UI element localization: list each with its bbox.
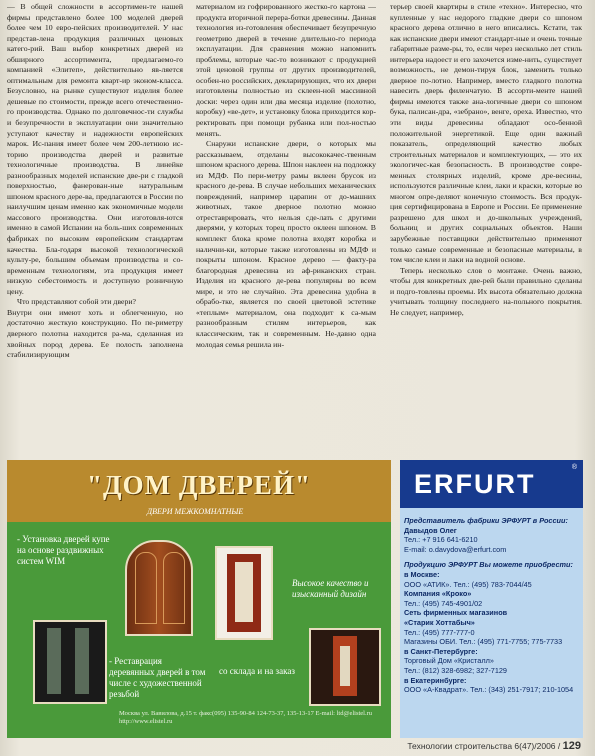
erfurt-logo — [400, 460, 583, 508]
rep-heading: Представитель фабрики ЭРФУРТ в России: — [404, 516, 568, 525]
glass-door-image — [33, 620, 107, 704]
city-spb: в Санкт-Петербурге: — [404, 646, 478, 656]
erfurt-advertisement — [400, 460, 583, 738]
ad-service-restoration: - Реставрация деревянных дверей в том числе с художественной резьбой — [109, 656, 206, 699]
text-column-1 — [7, 2, 183, 446]
ad-slogan-quality: Высокое качество и изысканный дизайн — [292, 578, 369, 599]
modern-door-image — [215, 546, 273, 640]
page-footer — [407, 740, 581, 752]
paragraph: материалом из гофрированного жестко-го картона — продукта вторичной перера-ботки древесины. Данная технология из-готовления обеспечивает безупречную геометрию дверей в течение длительно-го периода эксплуатации. Для сравнения можно напомнить проблемы, которые час-то возникают с продукцией этой ценовой группы от других производителей, особен-но российских, декларирующих, что их двери изготовлены полностью из склеен-ной массивной доски: через один или два месяца изделие (полотно, коробку) «ве-дет», и установку блока приходится кор-ректировать при помощи рубанка или пол-ностью менять. — [196, 2, 376, 138]
dom-dverey-advertisement — [7, 460, 391, 738]
ad-address: Москва ул. Вавилова, д.15 т. факс(095) 135-90-84 124-73-37, 135-13-17 E-mail: ltd@elistel.ru http://www.elistel.ru — [119, 710, 373, 725]
ad-slogan-stock: со склада и на заказ — [219, 666, 295, 676]
dealer-line: «Старик Хоттабыч» — [404, 617, 475, 627]
paragraph: Теперь несколько слов о монтаже. Очень важно, чтобы для конкретных две-рей были правильно сделаны и подго-товлены проемы. Их высота обязательно должна учитывать толщину последнего на-польного покрытия. Не следует, например, — [390, 265, 582, 317]
logo-text: ERFURT — [414, 469, 536, 499]
paragraph: Снаружи испанские двери, о которых мы рассказываем, отделаны высококачес-твенным шпоном красного дерева. Шпон наклеен на подложку из МДФ. По пери-метру рамы вклеен брусок из красного де-рева. В случае небольших механических повреждений, например царапин от до-машних животных, такое дверное полотно можно отреставрировать, что нельзя сде-лать с другими дверями, у которых торец просто оклеен шпоном. В комплект блока кроме полотна входят коробка и налични-ки, которые также изготовлены из МДФ и покрыты шпоном. Красное дерево — факту-ра благородная древесина из аф-риканских стран. Изделия из красного де-рева популярны во всем мире, и это не случайно. Эта древесина удобна в обрабо-тке, является по своей цветовой эстетике «теплым» материалом, она подходит к са-мым разнообразным стилям интерьеров, как классическим, так и современным. Не-давно одна молодая семья решила ин- — [196, 139, 376, 349]
journal-name: Технологии строительства 6(47)/2006 / — [407, 741, 561, 751]
erfurt-contacts — [404, 516, 580, 695]
rep-name: Давыдов Олег — [404, 525, 457, 535]
rep-email: E-mail: o.davydova@erfurt.com — [404, 544, 507, 554]
ad-title: "ДОМ ДВЕРЕЙ" — [87, 470, 311, 500]
dealer-line: ООО «АТИК». Тел.: (495) 783-7044/45 — [404, 579, 532, 589]
city-ekb: в Екатеринбурге: — [404, 675, 467, 685]
dealer-line: Магазины ОБИ. Тел.: (495) 771-7755; 775-7733 — [404, 637, 563, 647]
paragraph: — В общей сложности в ассортимен-те нашей фирмы представлено более 100 моделей дверей более чем 10 евро-пейских производителей. У нас представ-лена продукция различных ценовых катего-рий. Ваш выбор конкретных дверей из обширного ассортимента, предлагаемо-го компанией «Элитеп», действительно яв-ляется оптимальным для ремонта кварт-ир эконом-класса. Безусловно, на рынке существуют изделия более дешевые по стоимости, прежде всего отечественно-го производства. Однако по долговечнос-ти службы и безупречности в эксплуатации они значительно уступают качеству и надежности европейских марок. Ис-пания имеет более чем 200-летнюю ис-торию производства дверей и развитые технологичные производства. В линейке разнообразных моделей испанские две-ри с гладкой поверхностью, фанерован-ные натуральным шпоном красного дере-ва, предлагаются в России по наилучшим ценам именно как экономичные модели массового производства. Они изготовля-ются именно в самой Испании на боль-ших современных фабриках по высоким европейским стандартам качества. Бла-годаря высокой технологической культу-ре, большим объемам производства и со-временным технологиям, эта продукция имеет низкую себестоимость и доступную розничную цену. — [7, 2, 183, 296]
dealer-line: Сеть фирменных магазинов — [404, 608, 508, 618]
dealer-line: Тел.: (495) 777-777-0 — [404, 627, 475, 637]
dealer-line: Тел.: (812) 328-6982; 327-7129 — [404, 665, 507, 675]
paragraph-question: Что представляют собой эти двери? — [17, 297, 136, 307]
dealer-line: Торговый Дом «Кристалл» — [404, 656, 494, 666]
ad-subtitle: ДВЕРИ МЕЖКОМНАТНЫЕ — [147, 507, 244, 516]
interior-door-image — [309, 628, 381, 706]
text-column-2 — [196, 2, 376, 446]
dealer-line: Тел.: (495) 745-4901/02 — [404, 598, 483, 608]
dealer-line: Компания «Кроко» — [404, 589, 472, 599]
buy-heading: Продукцию ЭРФУРТ Вы можете приобрести: — [404, 560, 573, 570]
ad-service-sliding: - Установка дверей купе на основе раздвижных систем WIM — [17, 534, 110, 566]
paragraph: терьер своей квартиры в стиле «техно». Интересно, что купленные у нас недорого гладкие двери со шпоном красного дерева отлично в него вписались. Кстати, так как испанские двери имеют стандарт-ные и очень точные габаритные разме-ры, то, если через несколько лет стиль интерьера надоест и его захочется изме-нить, существует возможность, не демон-тируя блок, заменить только дверное по-лотно. Например, вместо гладкого полотна навесить дверь филенчатую. В ассорти-менте нашей фирмы имеются также ана-логичные двери со шпоном бука, палисан-дра, «зебрано», венге, ореха. Известно, что эти виды древесины обладают осо-бенной положительной энергетикой. Еще один важный показатель, определяющий качество любых строительных материалов и комплектующих, — это их экологичес-кая безопасность. В производстве совре-менных столярных изделий, кроме дре-весины, используются различные клеи, лаки и краски, которые во многом опре-деляют конечную стоимость. Вся продук-ция сертифицирована в Европе и России. Ее применение разрешено для школ и до-школьных учреждений, больниц и других социальных объектов. Наши зарубежные поставщики действительно применяют только самые современные и безопасные материалы, в том числе клеи и лаки на водной основе. — [390, 2, 582, 265]
city-moscow: в Москве: — [404, 569, 440, 579]
text-column-3 — [390, 2, 582, 446]
dealer-line: ООО «А-Квадрат». Тел.: (343) 251-7917; 210-1054 — [404, 685, 574, 695]
page-number: 129 — [562, 740, 581, 752]
paragraph: Внутри они имеют хоть и облегченную, но достаточно жесткую конструкцию. По пе-риметру дверного полотна находится ра-ма, сделанная из хвойных пород дерева. Ее полость заполнена стабилизирующим — [7, 307, 183, 360]
rep-tel: Тел.: +7 916 641-6210 — [404, 535, 478, 545]
registered-mark: ® — [571, 464, 577, 471]
carved-door-image — [125, 540, 193, 636]
